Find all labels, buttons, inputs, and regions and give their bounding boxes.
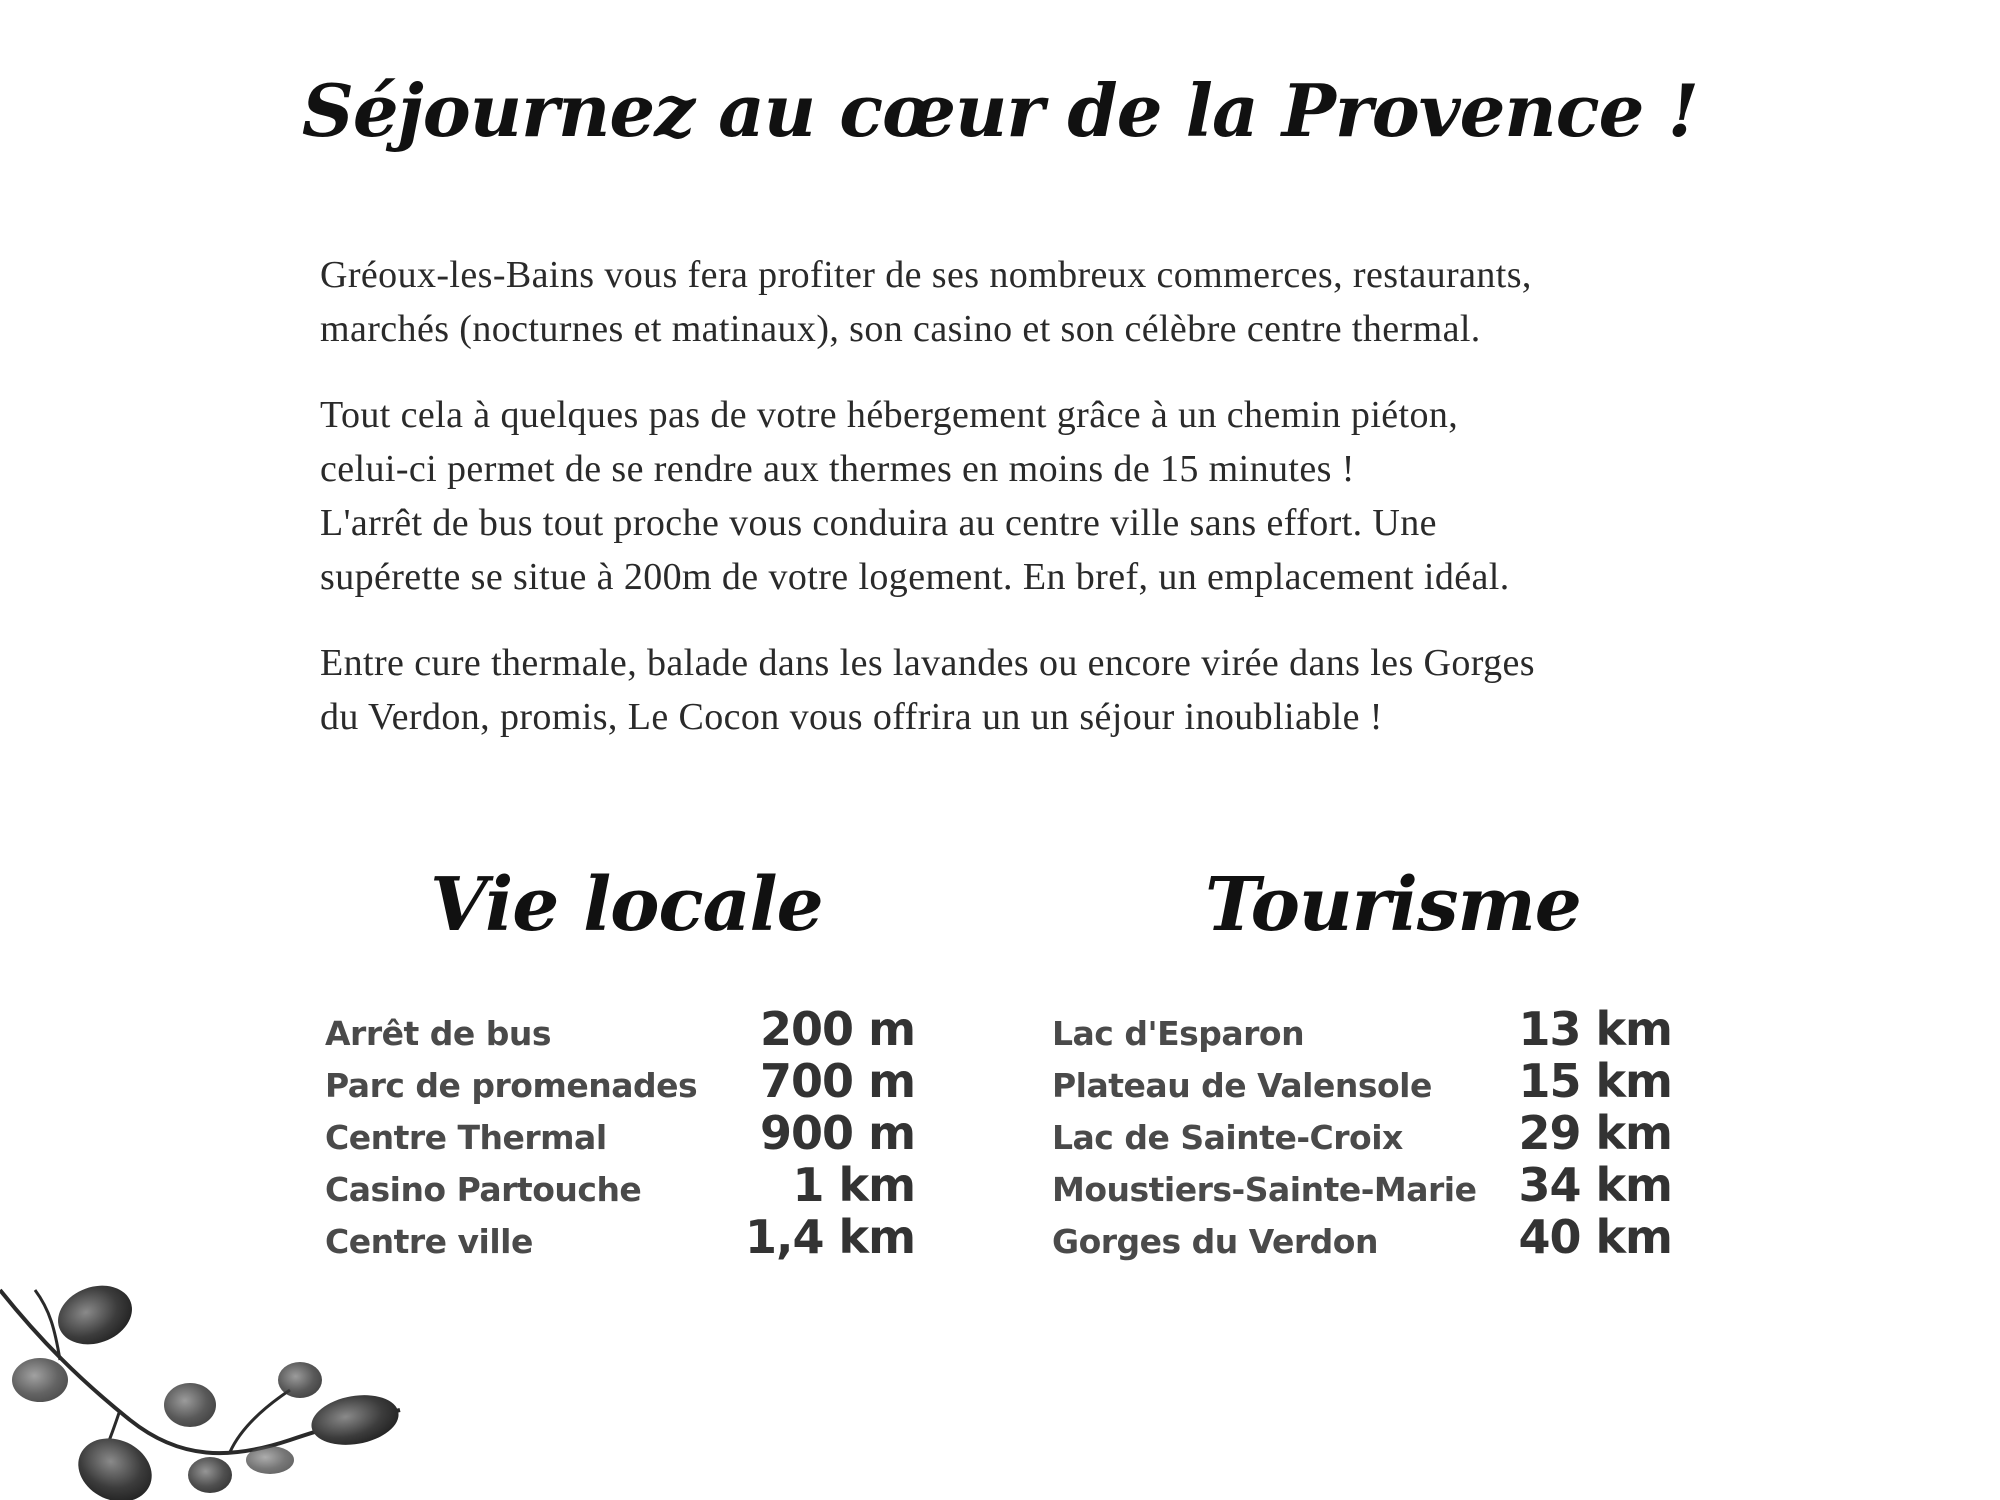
place-name: Centre ville xyxy=(325,1222,533,1261)
place-name: Lac de Sainte-Croix xyxy=(1052,1118,1403,1157)
place-distance: 40 km xyxy=(1518,1210,1672,1264)
place-distance: 900 m xyxy=(760,1106,915,1160)
list-item xyxy=(325,1054,915,1106)
vie-locale-heading: Vie locale xyxy=(430,862,823,948)
vie-locale-list xyxy=(325,1002,915,1262)
tourisme-list xyxy=(1052,1002,1672,1262)
list-item xyxy=(1052,1158,1672,1210)
place-distance: 1,4 km xyxy=(744,1210,915,1264)
place-name: Centre Thermal xyxy=(325,1118,607,1157)
place-distance: 1 km xyxy=(792,1158,915,1212)
place-name: Arrêt de bus xyxy=(325,1014,551,1053)
place-name: Moustiers-Sainte-Marie xyxy=(1052,1170,1477,1209)
intro-text xyxy=(320,248,1740,776)
place-distance: 29 km xyxy=(1518,1106,1672,1160)
tourisme-heading: Tourisme xyxy=(1205,862,1581,948)
place-distance: 13 km xyxy=(1518,1002,1672,1056)
list-item xyxy=(325,1106,915,1158)
place-name: Lac d'Esparon xyxy=(1052,1014,1305,1053)
list-item xyxy=(325,1002,915,1054)
intro-paragraph-2: Tout cela à quelques pas de votre hébergement grâce à un chemin piéton, celui-ci permet de se rendre aux thermes en moins de 15 minutes ! L'arrêt de bus tout proche vous conduira au centre ville sans effort. Une supérette se situe à 200m de votre logement. En bref, un emplacement idéal. xyxy=(320,394,1510,598)
place-distance: 200 m xyxy=(760,1002,915,1056)
eucalyptus-branch-icon xyxy=(0,1270,420,1500)
place-distance: 15 km xyxy=(1518,1054,1672,1108)
list-item xyxy=(1052,1054,1672,1106)
list-item xyxy=(1052,1106,1672,1158)
place-name: Gorges du Verdon xyxy=(1052,1222,1378,1261)
place-distance: 700 m xyxy=(760,1054,915,1108)
page-title: Séjournez au cœur de la Provence ! xyxy=(301,68,1699,153)
list-item xyxy=(325,1210,915,1262)
place-name: Casino Partouche xyxy=(325,1170,642,1209)
place-name: Plateau de Valensole xyxy=(1052,1066,1432,1105)
intro-paragraph-3: Entre cure thermale, balade dans les lavandes ou encore virée dans les Gorges du Verdon, promis, Le Cocon vous offrira un un séjour inoubliable ! xyxy=(320,642,1535,738)
list-item xyxy=(325,1158,915,1210)
intro-paragraph-1: Gréoux-les-Bains vous fera profiter de ses nombreux commerces, restaurants, marchés (nocturnes et matinaux), son casino et son célèbre centre thermal. xyxy=(320,254,1532,350)
place-distance: 34 km xyxy=(1518,1158,1672,1212)
place-name: Parc de promenades xyxy=(325,1066,698,1105)
list-item xyxy=(1052,1002,1672,1054)
list-item xyxy=(1052,1210,1672,1262)
